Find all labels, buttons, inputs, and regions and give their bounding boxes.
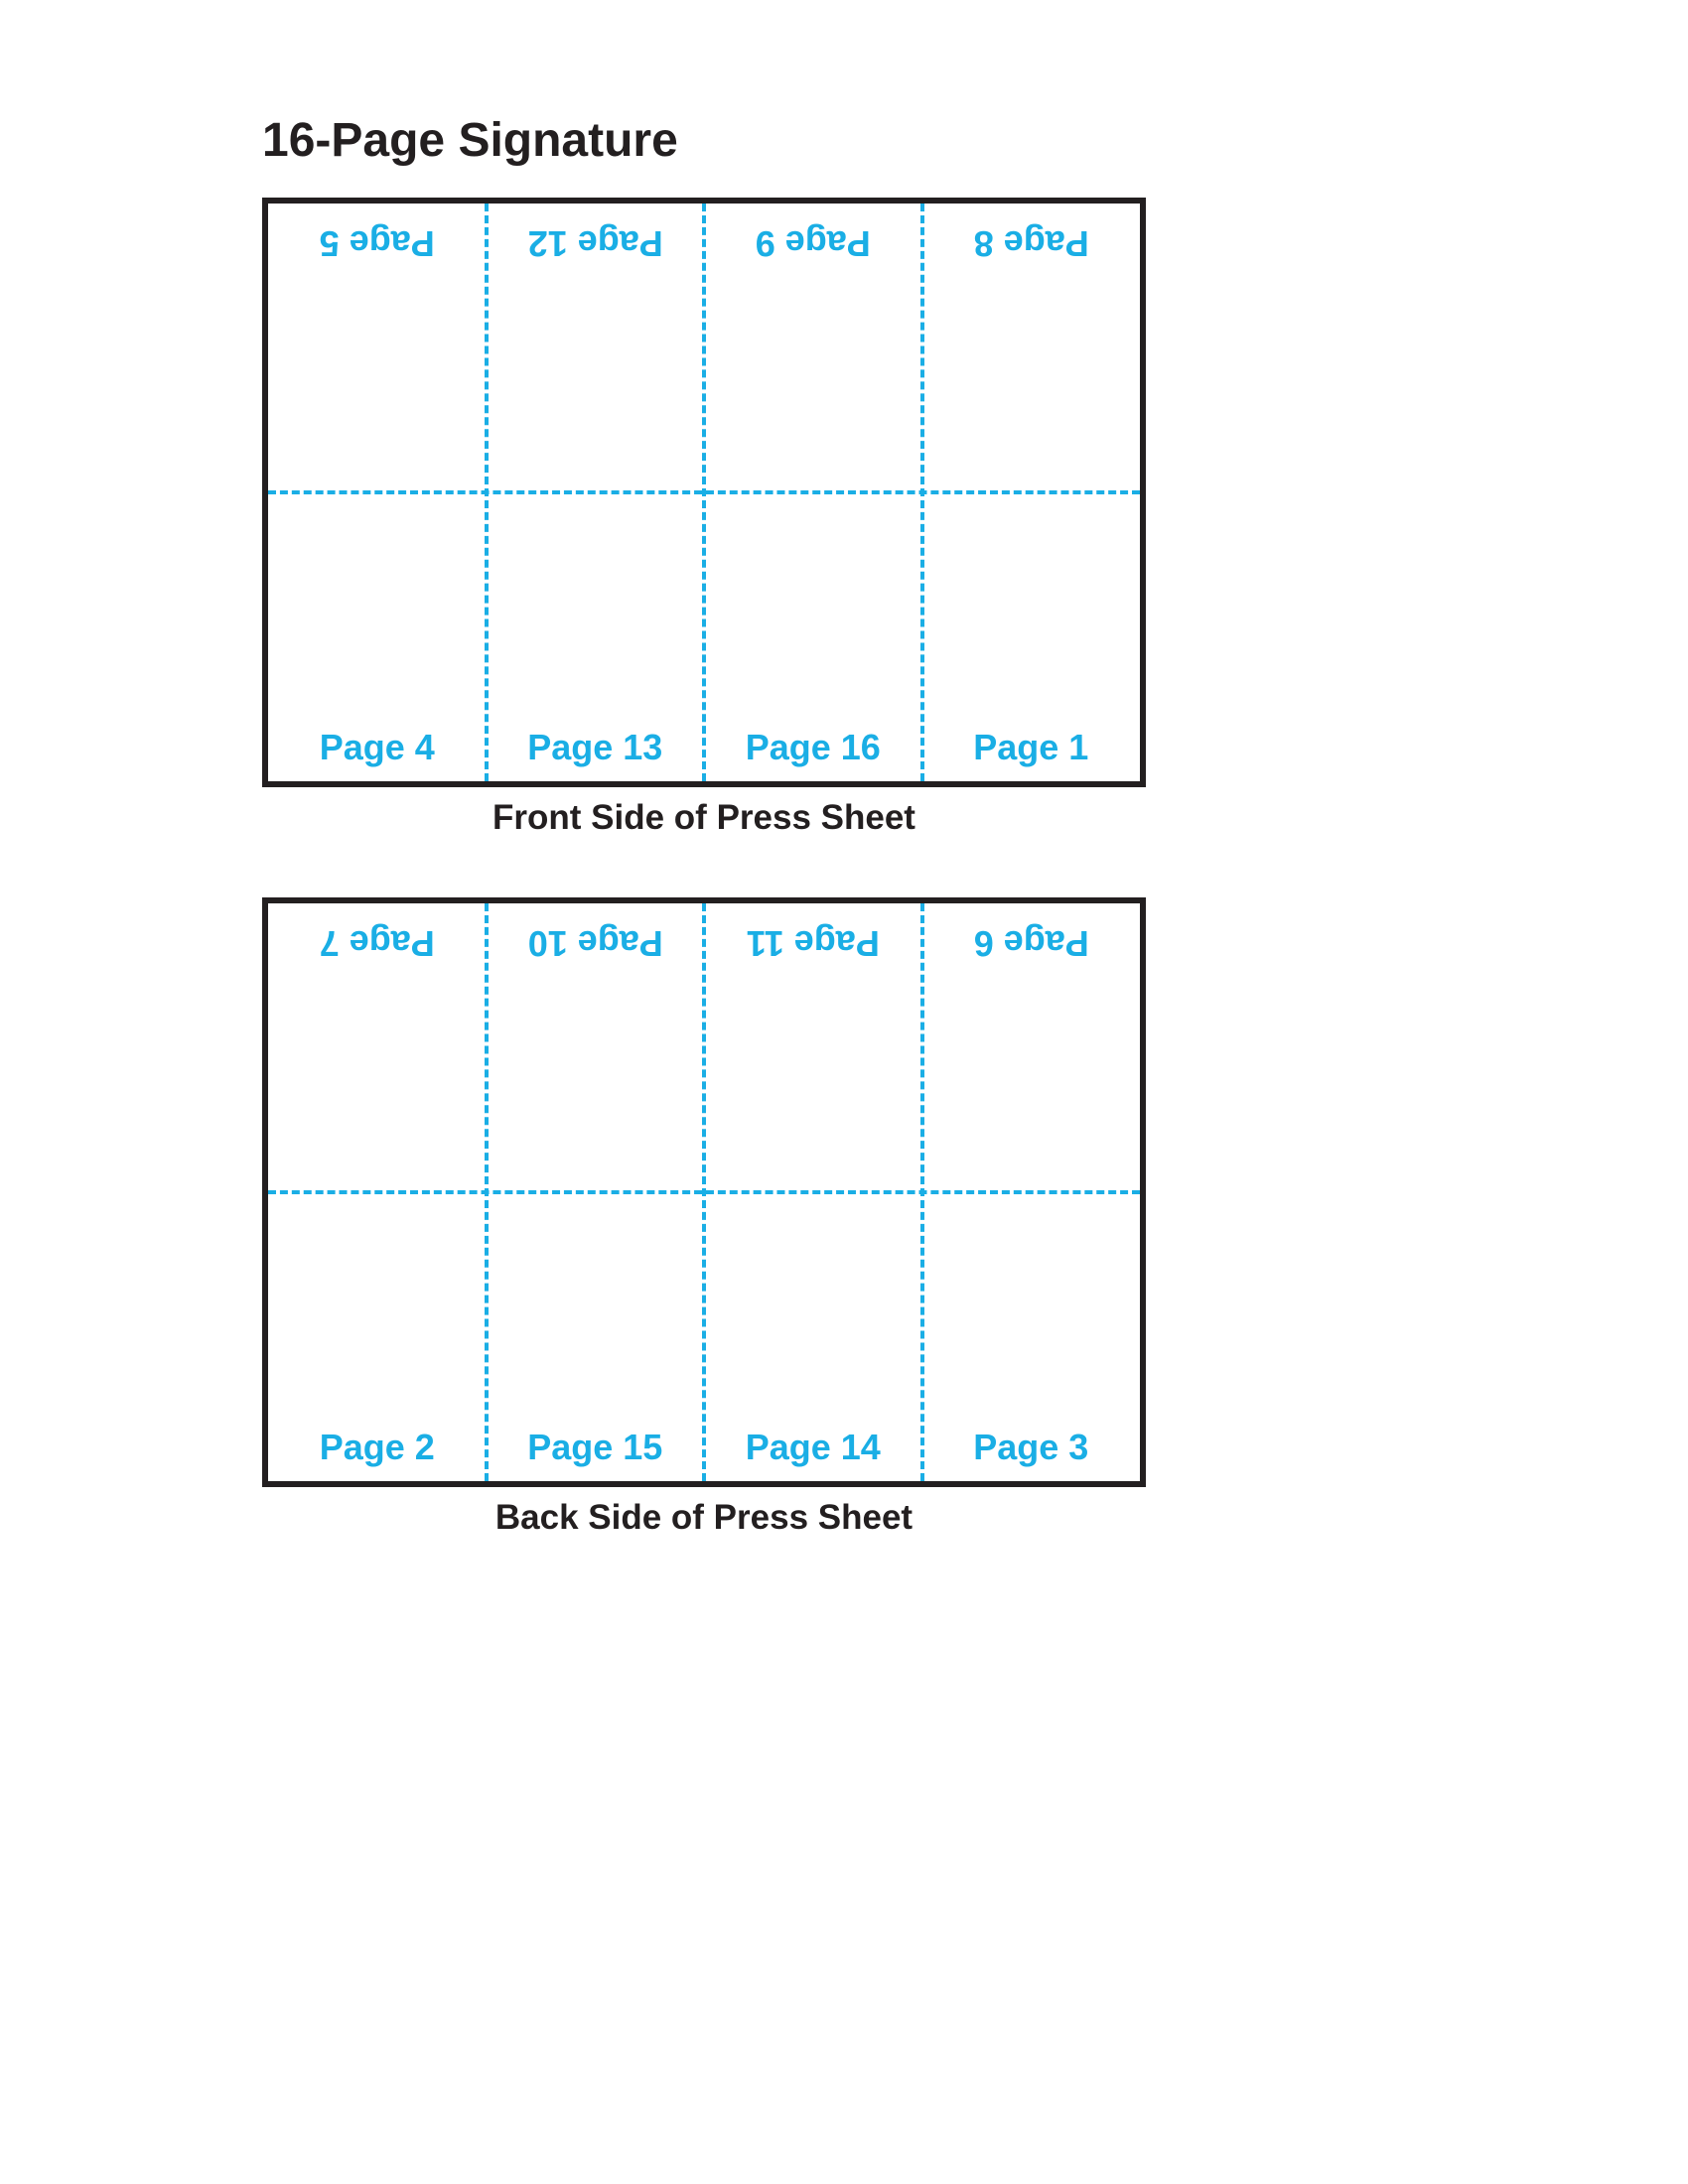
page-label-inverted: Page 7: [319, 923, 435, 964]
page-label: Page 2: [319, 1427, 435, 1467]
horizontal-fold-line: [268, 490, 1140, 494]
page-label-inverted: Page 9: [755, 223, 871, 264]
page-label: Page 14: [745, 1427, 881, 1467]
page-title: 16-Page Signature: [262, 114, 678, 167]
page-label-inverted: Page 8: [973, 223, 1089, 264]
front-side-caption: Front Side of Press Sheet: [492, 798, 915, 837]
page-label-inverted: Page 12: [527, 223, 663, 264]
page-label: Page 4: [319, 727, 435, 767]
horizontal-fold-line: [268, 1190, 1140, 1194]
page-label-inverted: Page 5: [319, 223, 435, 264]
front-press-sheet: [262, 198, 1146, 787]
back-press-sheet: [262, 897, 1146, 1487]
page-label-inverted: Page 11: [746, 923, 880, 964]
page-label: Page 1: [973, 727, 1089, 767]
page-label: Page 16: [745, 727, 881, 767]
page-label-inverted: Page 10: [527, 923, 663, 964]
page-label-inverted: Page 6: [973, 923, 1089, 964]
page-label: Page 3: [973, 1427, 1089, 1467]
back-side-caption: Back Side of Press Sheet: [494, 1498, 914, 1537]
page-label: Page 13: [527, 727, 663, 767]
page-label: Page 15: [527, 1427, 663, 1467]
